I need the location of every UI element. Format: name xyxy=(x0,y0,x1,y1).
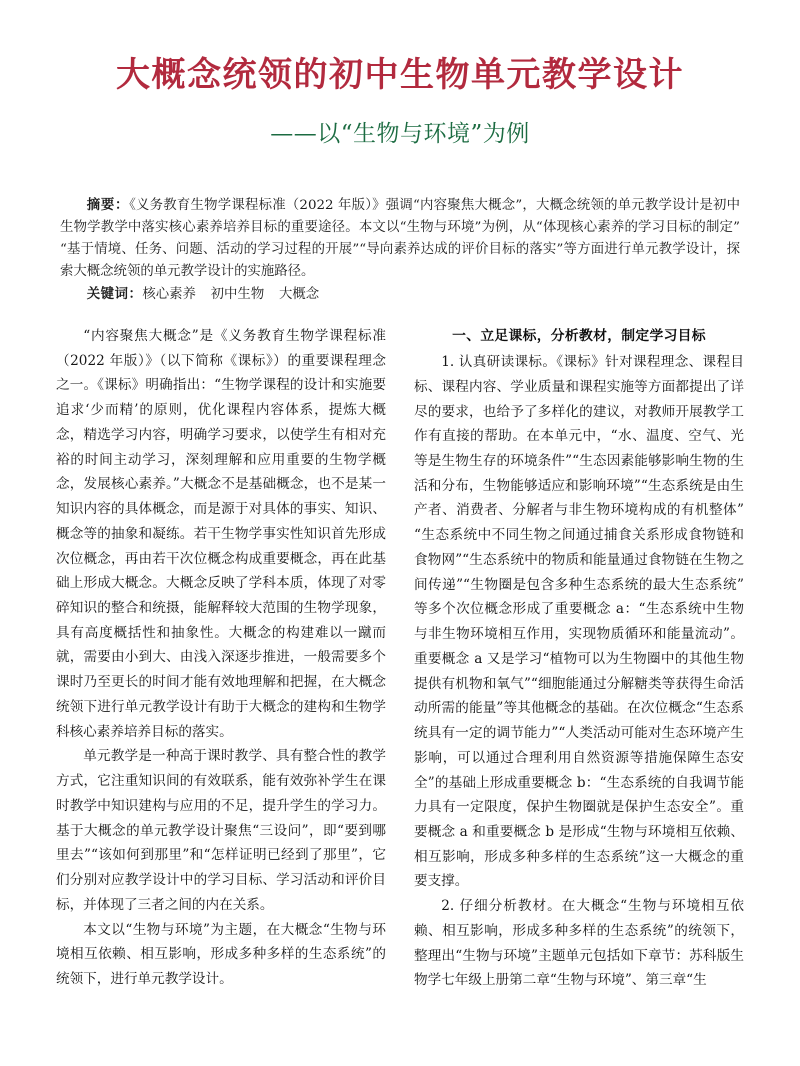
page-subtitle: ——以“生物与环境”为例 xyxy=(270,120,530,147)
keyword-item-2: 初中生物 xyxy=(210,287,265,303)
title-block xyxy=(56,54,744,149)
right-paragraph-1: 1. 认真研读课标。《课标》针对课程理念、课程目标、课程内容、学业质量和课程实施等方面都提出了详尽的要求，也给予了多样化的建议，对教师开展教学工作有直接的帮助。在本单元中，“水、温度、空气、光等是生物生存的环境条件”“生态因素能够影响生物的生活和分布，生物能够适应和影响环境”“生态系统是由生产者、消费者、分解者与非生物环境构成的有机整体”“生态系统中不同生物之间通过捕食关系形成食物链和食物网”“生态系统中的物质和能量通过食物链在生物之间传递”“生物圈是包含多种生态系统的最大生态系统”等多个次位概念形成了重要概念 a：“生态系统中生物与非生物环境相互作用，实现物质循环和能量流动”。重要概念 a 又是学习“植物可以为生物圈中的其他生物提供有机物和氧气”“细胞能通过分解糖类等获得生命活动所需的能量”等其他概念的基础。在次位概念“生态系统具有一定的调节能力”“人类活动可能对生态环境产生影响，可以通过合理利用自然资源等措施保障生态安全”的基础上形成重要概念 b：“生态系统的自我调节能力具有一定限度，保护生物圈就是保护生态安全”。重要概念 a 和重要概念 b 是形成“生物与环境相互依赖、相互影响，形成多种多样的生态系统”这一大概念的重要支撑。 xyxy=(414,354,744,890)
left-paragraph-3: 本文以“生物与环境”为主题，在大概念“生物与环境相互依赖、相互影响，形成多种多样的生态系统”的统领下，进行单元教学设计。 xyxy=(56,921,386,988)
abstract-block xyxy=(60,195,740,306)
keywords-paragraph xyxy=(60,284,740,306)
left-paragraph-1: “内容聚焦大概念”是《义务教育生物学课程标准（2022 年版）》（以下简称《课标》）的重要课程理念之一。《课标》明确指出：“生物学课程的设计和实施要追求‘少而精’的原则，优化课程内容体系，提炼大概念，精选学习内容，明确学习要求，以使学生有相对充裕的时间主动学习，深刻理解和应用重要的生物学概念，发展核心素养。”大概念不是基础概念，也不是某一知识内容的具体概念，而是源于对具体的事实、知识、概念等的抽象和凝练。若干生物学事实性知识首先形成次位概念，再由若干次位概念构成重要概念，再在此基础上形成大概念。大概念反映了学科本质，体现了对零碎知识的整合和统摄，能解释较大范围的生物学现象，具有高度概括性和抽象性。大概念的构建难以一蹴而就，需要由小到大、由浅入深逐步推进，一般需要多个课时乃至更长的时间才能有效地理解和把握，在大概念统领下进行单元教学设计有助于大概念的建构和生物学科核心素养培养目标的落实。 xyxy=(56,327,386,740)
keyword-item-3: 大概念 xyxy=(278,287,320,303)
abstract-text: 《义务教育生物学课程标准（2022 年版）》强调“内容聚焦大概念”，大概念统领的单元教学设计是初中生物学教学中落实核心素养培养目标的重要途径。本文以“生物与环境”为例，从“体现核心素养的学习目标的制定”“基于情境、任务、问题、活动的学习过程的开展”“导向素养达成的评价目标的落实”等方面进行单元教学设计，探索大概念统领的单元教学设计的实施路径。 xyxy=(60,198,740,279)
abstract-paragraph xyxy=(60,195,740,282)
keywords-label: 关键词： xyxy=(86,286,143,303)
section-heading-1: 一、立足课标，分析教材，制定学习目标 xyxy=(452,327,706,344)
page-title: 大概念统领的初中生物单元教学设计 xyxy=(116,55,684,95)
abstract-label: 摘要： xyxy=(86,197,130,214)
right-column xyxy=(414,324,744,993)
keyword-item-1: 核心素养 xyxy=(142,287,196,303)
left-paragraph-2: 单元教学是一种高于课时教学、具有整合性的教学方式，它注重知识间的有效联系，能有效弥补学生在课时教学中知识建构与应用的不足，提升学生的学习力。基于大概念的单元教学设计聚焦“三设问”，即“要到哪里去”“该如何到那里”和“怎样证明已经到了那里”，它们分别对应教学设计中的学习目标、学习活动和评价目标，并体现了三者之间的内在关系。 xyxy=(56,748,386,913)
right-paragraph-2: 2. 仔细分析教材。在大概念“生物与环境相互依赖、相互影响，形成多种多样的生态系统”的统领下，整理出“生物与环境”主题单元包括如下章节：苏科版生物学七年级上册第二章“生物与环境”、第三章“生 xyxy=(414,898,744,989)
two-column-body xyxy=(56,324,744,993)
left-column xyxy=(56,324,386,993)
